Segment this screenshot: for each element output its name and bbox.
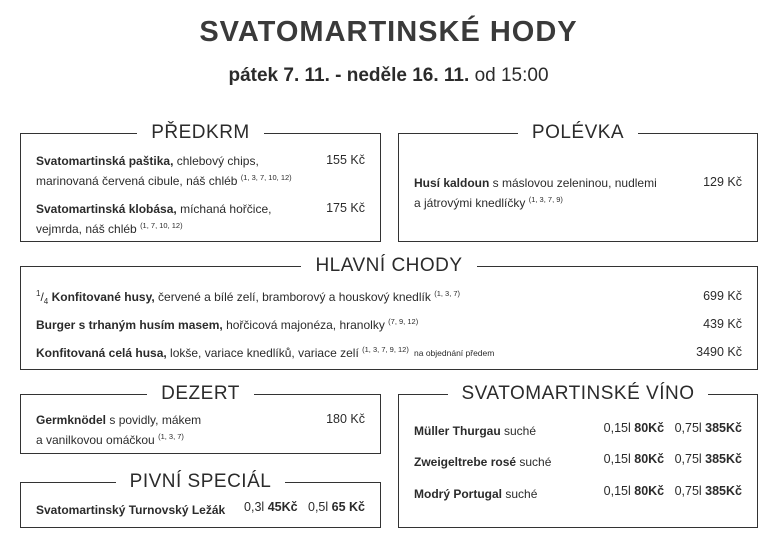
menu-item: Konfitovaná celá husa, lokše, variace knedlíků, variace zelí $^{(1, 3, 7, 9, 12)}$ [36,345,409,360]
menu-item-price: 3490 Kč [696,345,742,359]
event-dates: pátek 7. 11. - neděle 16. 11. [228,65,470,86]
section-dezert [20,383,381,454]
menu-item-price: 439 Kč [703,317,742,331]
menu-item-price: 175 Kč [326,201,365,215]
menu-item: Müller Thurgau suché [414,424,537,438]
section-title-polevka: POLÉVKA [518,122,638,143]
menu-item: Burger s trhaným husím masem, hořčicová majonéza, hranolky $^{(7, 9, 12)}$ [36,317,419,332]
menu-item: Svatomartinská klobása, míchaná hořčice, vejmrda, náš chléb $^{(1, 7, 10, 12)}$ [36,202,272,236]
menu-item: Husí kaldoun s máslovou zeleninou, nudlemi a játrovými knedlíčky $^{(1, 3, 7, 9)}$ [414,176,657,210]
menu-item: $^1/_4$ Konfitované husy, červené a bílé zelí, bramborový a houskový knedlík $^{(1, 3, 7)}$ [36,289,461,306]
section-predkrm [20,122,381,242]
menu-item-price: 0,3l 45Kč 0,5l 65 Kč [244,500,365,514]
section-title-predkrm: PŘEDKRM [137,122,264,143]
menu-item: Svatomartinský Turnovský Ležák [36,503,226,517]
menu-item: Germknödel s povidly, mákem a vanilkovou omáčkou $^{(1, 3, 7)}$ [36,413,202,447]
section-title-dezert: DEZERT [147,383,254,404]
menu-item-price: 0,15l 80Kč 0,75l 385Kč [603,421,742,435]
menu-item-price: 155 Kč [326,153,365,167]
section-polevka [398,122,758,242]
menu-item-price: 180 Kč [326,412,365,426]
menu-item-note: na objednání předem [414,348,495,358]
section-pivni-special [20,471,381,528]
menu-item-price: 699 Kč [703,289,742,303]
menu-item: Zweigeltrebe rosé suché [414,455,552,469]
page-title: SVATOMARTINSKÉ HODY [199,16,578,48]
menu-item-price: 0,15l 80Kč 0,75l 385Kč [603,452,742,466]
menu-item-price: 0,15l 80Kč 0,75l 385Kč [603,484,742,498]
section-title-hlavni-chody: HLAVNÍ CHODY [301,255,476,276]
event-time: od 15:00 [474,65,549,86]
menu-item: Svatomartinská paštika, chlebový chips, marinovaná červená cibule, náš chléb $^{(1, 3, 7, 10, 12)}$ [36,154,292,188]
section-vino [398,383,758,528]
menu-item-price: 129 Kč [703,175,742,189]
section-title-pivni-special: PIVNÍ SPECIÁL [116,471,286,492]
section-hlavni-chody [20,255,758,370]
menu-item: Modrý Portugal suché [414,487,538,501]
quarter-fraction: $^1/_4$ [36,289,49,306]
section-title-vino: SVATOMARTINSKÉ VÍNO [448,383,709,404]
page-subtitle [0,65,777,87]
